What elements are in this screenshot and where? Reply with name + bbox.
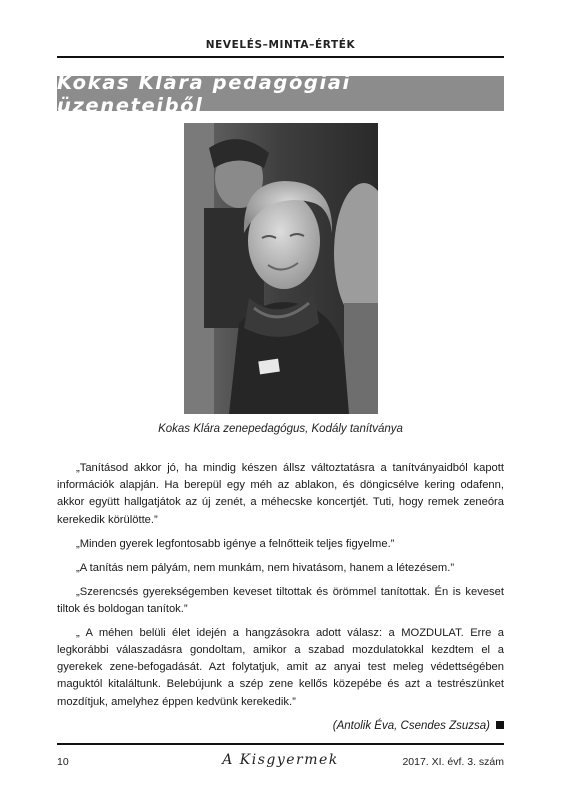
section-header: NEVELÉS–MINTA–ÉRTÉK <box>205 39 356 51</box>
issue-info: 2017. XI. évf. 3. szám <box>402 756 504 768</box>
author-signature-text: (Antolik Éva, Csendes Zsuzsa) <box>332 719 490 732</box>
quote-paragraph: „Szerencsés gyerekségemben keveset tiltottak és örömmel tanítottak. Én is keveset tiltok és boldogan tanítok.” <box>57 585 504 615</box>
quote-paragraph: „ A méhen belüli élet idején a hangzásokra adott válasz: a MOZDULAT. Erre a legkorábbi válaszadásra gondoltam, amikor a szabad mozdulatokkal kezdtem el a gyerekek zene-befogadását. Azt folytatjuk, amit az anyai test meleg védettségében maguktól kitaláltunk. Belebújunk a szép zene kellős közepébe és azt a testrészünket mozdítjuk, amelyhez éppen kedvünk kerekedik.” <box>57 626 504 708</box>
photo-caption: Kokas Klára zenepedagógus, Kodály tanítványa <box>158 423 403 435</box>
end-mark-icon <box>496 721 504 729</box>
magazine-name: A Kisgyermek <box>222 752 339 768</box>
article-title: Kokas Klára pedagógiai üzeneteiből <box>57 70 351 117</box>
quote-paragraph: „Minden gyerek legfontosabb igénye a felnőtteik teljes figyelme.” <box>76 537 395 550</box>
bottom-divider <box>57 743 504 745</box>
page-number: 10 <box>57 756 69 768</box>
author-signature <box>57 718 504 735</box>
quote-paragraph: „A tanítás nem pályám, nem munkám, nem hivatásom, hanem a létezésem.” <box>76 561 455 574</box>
portrait-photo <box>184 123 378 414</box>
portrait-photo-image <box>184 123 378 414</box>
quote-paragraph: „Tanításod akkor jó, ha mindig készen állsz változtatásra a tanítványaidból kapott információk alapján. Ha berepül egy méh az ablakon, és döngicsélve kering odafenn, akkor együtt hallgatjátok az új zenét, a méhecske koncertjét. Tuti, hogy remek zeneóra kerekedik körülötte.” <box>57 462 504 526</box>
article-body <box>57 460 504 742</box>
article-title-bar <box>57 70 504 117</box>
top-divider <box>57 56 504 58</box>
